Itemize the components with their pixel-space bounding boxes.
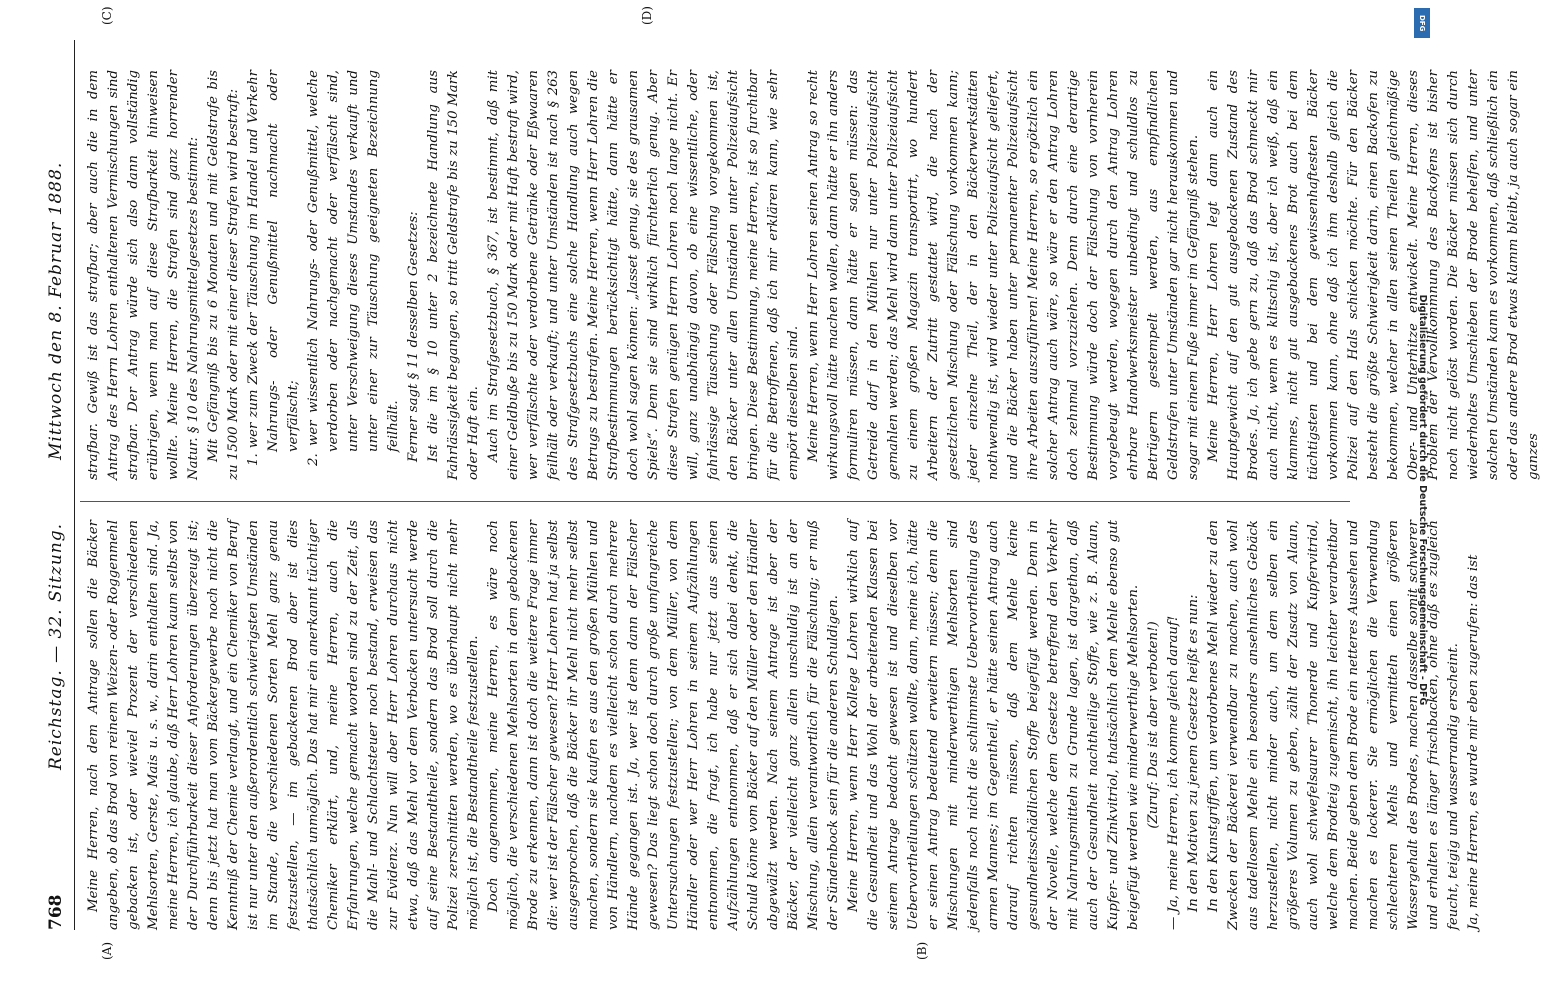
- paragraph: Meine Herren, nach dem Antrage sollen die Bäcker angeben, ob das Brod von reinem Weizen- oder Roggenmehl gebacken ist, oder wieviel Prozent der verschiedenen Mehlsorten, Gerste, Mais u. s. w., darin enthalten sind. Ja, meine Herren, ich glaube, daß Herr Lohren kaum selbst von der Durchführbarkeit dieser Anforderungen überzeugt ist; denn bis jetzt hat man vom Bäckergewerbe noch nicht die Kenntniß der Chemie verlangt, und ein Chemiker von Beruf ist nur unter den außerordentlich schwierigsten Umständen im Stande, die verschiedenen Sorten Mehl ganz genau festzustellen, — im gebackenen Brod aber ist dies thatsächlich unmöglich. Das hat mir ein anerkannt tüchtiger Chemiker erklärt, und, meine Herren, auch die Erfahrungen, welche gemacht worden sind zu der Zeit, als die Mahl- und Schlachtsteuer noch bestand, erweisen das zur Evidenz. Nun will aber Herr Lohren durchaus nicht etwa, daß das Mehl vor dem Verbacken untersucht werde auf seine Bestandtheile, sondern das Brod soll durch die Polizei zerschnitten werden, wo es überhaupt nicht mehr möglich ist, die Bestandtheile festzustellen.: [86, 520, 481, 930]
- paragraph: — Ja, meine Herren, ich komme gleich darauf!: [1166, 615, 1181, 930]
- paragraph: Meine Herren, wenn Herr Kollege Lohren wirklich auf die Gesundheit und das Wohl der arbeitenden Klassen bei seinem Antrage bedacht gewesen ist und dieselben vor Uebervortheilungen schützen wollte, dann, meine ich, hätte er seinen Antrag bedeutend erweitern müssen; denn die Mischungen mit minderwerthigen Mehlsorten sind jedenfalls noch nicht die schlimmste Uebervortheilung des armen Mannes; im Gegentheil, er hätte seinen Antrag auch darauf richten müssen, daß dem Mehle keine gesundheitsschädlichen Stoffe beigefügt werden. Denn in der Novelle, welche dem Gesetze betreffend den Verkehr mit Nahrungsmitteln zu Grunde lagen, ist dargethan, daß auch der Gesundheit nachtheilige Stoffe, wie z. B. Alaun, Kupfer- und Zinkvitriol, thatsächlich dem Mehle ebenso gut beigefügt werden wie minderwerthige Mehlsorten.: [846, 520, 1141, 930]
- margin-mark-b: (B): [915, 941, 929, 960]
- interjection: (Zuruf: Das ist aber verboten!): [1146, 621, 1161, 829]
- margin-mark-a: (A): [100, 941, 114, 960]
- paragraph: Ferner sagt § 11 desselben Gesetzes:: [406, 211, 421, 462]
- paragraph: In den Motiven zu jenem Gesetze heißt es nun:: [1186, 594, 1201, 912]
- digitization-credit: [1410, 0, 1432, 1000]
- paragraph: Ja, meine Herren, es wurde mir eben zugerufen: das ist: [1466, 554, 1481, 930]
- column-divider: [80, 501, 1350, 502]
- header-date: Mittwoch den 8. Februar 1888.: [46, 161, 66, 460]
- quotation: In den Kunstgriffen, um verdorbenes Mehl wieder zu den Zwecken der Bäckerei verwendbar zu machen, auch wohl aus tadellosem Mehle ein besonders ansehnliches Gebäck herzustellen, nicht minder auch, um dem selben ein größeres Volumen zu geben, zählt der Zusatz von Alaun, auch wohl schwefelsaurer Thonerde und Kupfervitriol, welche dem Brodteig zugemischt, ihn leichter verarbeitbar machen. Beide geben dem Brode ein netteres Aussehen und machen es lockerer. Sie ermöglichen die Verwendung schlechteren Mehls und vermitteln einen größeren Wassergehalt des Brodes, machen dasselbe somit schwerer und erhalten es länger frischbacken, ohne daß es zugleich feucht, teigig und wasserrandig erscheint.: [1206, 520, 1461, 930]
- enumerated-item: 1. wer zum Zweck der Täuschung im Handel und Verkehr Nahrungs- oder Genußmittel nachmacht oder verfälscht;: [246, 70, 301, 466]
- quotation: Mit Gefängniß bis zu 6 Monaten und mit Geldstrafe bis zu 1500 Mark oder mit einer dieser Strafen wird bestraft:: [206, 70, 241, 480]
- page-number: 768: [46, 894, 66, 930]
- paragraph: Meine Herren, Herr Lohren legt dann auch ein Hauptgewicht auf den gut ausgebackenen Zustand des Brodes. Ja, ich gebe gern zu, daß das Brod schmeckt mir auch nicht, wenn es klitschig ist, aber ich weiß, daß ein klammes, nicht gut ausgebackenes Brot auch bei dem tüchtigsten und bei dem gewissenhaftesten Bäcker vorkommen kann, ohne daß ich ihm deshalb gleich die Polizei auf den Hals schicken möchte. Für den Bäcker besteht die größte Schwierigkeit darin, einen Backofen zu bekommen, welcher in allen seinen Theilen gleichmäßige Ober- und Unterhitze entwickelt. Meine Herren, dieses Problem der Vervollkommnung des Backofens ist bisher noch nicht gelöst worden. Die Bäcker müssen sich durch wiederholtes Umschieben der Brode behelfen, und unter solchen Umständen kann es vorkommen, daß schließlich ein oder das andere Brod etwas klamm bleibt, ja auch sogar ein ganzes: [1206, 70, 1541, 480]
- margin-mark-c: (C): [100, 6, 114, 25]
- dfg-logo: DFG: [1414, 8, 1430, 38]
- quotation: Ist die im § 10 unter 2 bezeichnete Handlung aus Fahrlässigkeit begangen, so tritt Geldstrafe bis zu 150 Mark oder Haft ein.: [426, 70, 481, 480]
- header-session-title: Reichstag. — 32. Sitzung.: [46, 522, 66, 770]
- margin-mark-d: (D): [640, 6, 654, 25]
- page-header: [40, 40, 75, 930]
- paragraph: Meine Herren, wenn Herr Lohren seinen Antrag so recht wirkungsvoll hätte machen wollen, dann hätte er ihn anders formuliren müssen, dann hätte er sagen müssen: das Getreide darf in den Mühlen nur unter Polizeiaufsicht gemahlen werden; das Mehl wird dann unter Polizeiaufsicht zu einem großen Magazin transportirt, wo hundert Arbeitern der Zutritt gestattet wird, die nach der gesetzlichen Mischung oder Fälschung vorkommen kann; jeder einzelne Theil, der in den Bäckerwerkstätten nothwendig ist, wird wieder unter Polizeiaufsicht geliefert, und die Bäcker haben unter permanenter Polizeiaufsicht ihre Arbeiten auszuführen! Meine Herren, so ergötzlich ein solcher Antrag auch wäre, so wäre er den Antrag Lohren doch zehnmal vorzuziehen. Denn durch eine derartige Bestimmung würde doch der Fälschung von vornherein vorgebeugt werden, wogegen durch den Antrag Lohren ehrbare Handwerksmeister unbedingt und schuldlos zu Betrügern gestempelt werden, aus empfindlichen Geldstrafen unter Umständen gar nicht herauskommen und sogar mit einem Fuße immer im Gefängniß stehen.: [806, 70, 1201, 480]
- enumerated-item: 2. wer wissentlich Nahrungs- oder Genußmittel, welche verdorben oder nachgemacht oder verfälscht sind, unter Verschweigung dieses Umstandes verkauft und unter einer zur Täuschung geeigneten Bezeichnung feilhält.: [306, 70, 401, 466]
- right-column: [84, 70, 1544, 480]
- paragraph: Auch im Strafgesetzbuch, § 367, ist bestimmt, daß mit einer Geldbuße bis zu 150 Mark oder mit Haft bestraft wird, wer verfälschte oder verdorbene Getränke oder Eßwaaren feilhält oder verkauft; und unter Umständen ist nach § 263 des Strafgesetzbuchs eine solche Handlung auch wegen Betrugs zu bestrafen. Meine Herren, wenn Herr Lohren die Strafbestimmungen berücksichtigt hätte, dann hätte er doch wohl sagen können: „lasset genug, sie des grausamen Spiels“. Denn sie sind wirklich fürchterlich genug. Aber diese Strafen genügen Herrn Lohren noch lange nicht. Er will, ganz unabhängig davon, ob eine wissentliche, oder fahrlässige Täuschung oder Fälschung vorgekommen ist, den Bäcker unter allen Umständen unter Polizeiaufsicht bringen. Diese Bestimmung, meine Herren, ist so furchtbar für die Betroffenen, daß ich mir erklären kann, wie sehr empört dieselben sind.: [486, 70, 801, 480]
- digitization-credit-text: Digitalisierung gefördert durch die Deutsche Forschungsgemeinschaft - DFG: [1417, 294, 1428, 706]
- paragraph: Doch angenommen, meine Herren, es wäre noch möglich, die verschiedenen Mehlsorten in dem gebackenen Brode zu erkennen, dann ist doch die weitere Frage immer die: wer ist der Fälscher gewesen? Herr Lohren hat ja selbst ausgesprochen, daß die Bäcker ihr Mehl nicht mehr selbst machen, sondern sie kaufen es aus den großen Mühlen und von Händlern, nachdem es vielleicht schon durch mehrere Hände gegangen ist. Ja, wer ist denn dann der Fälscher gewesen? Das liegt schon doch durch große umfangreiche Untersuchungen festzustellen; von dem Müller, von dem Händler oder wer Herr Lohren in seinem Aufzählungen entnommen, die fragt, ich habe nur jetzt aus seinen Aufzählungen entnommen, daß er sich dabei denkt, die Schuld könne vom Bäcker auf den Müller oder den Händler abgewälzt werden. Nach seinem Antrage ist aber der Bäcker, der vielleicht ganz allein unschuldig ist an der Mischung, allein verantwortlich für die Fälschung; er muß der Sündenbock sein für die anderen Schuldigen.: [486, 520, 841, 930]
- paragraph: strafbar. Gewiß ist das strafbar; aber auch die in dem Antrag des Herrn Lohren enthaltenen Vermischungen sind strafbar. Der Antrag würde sich also dann vollständig erübrigen, wenn man auf diese Strafbarkeit hinweisen wollte. Meine Herren, die Strafen sind ganz horrender Natur. § 10 des Nahrungsmittelgesetzes bestimmt:: [86, 70, 201, 480]
- left-column: [84, 520, 1484, 930]
